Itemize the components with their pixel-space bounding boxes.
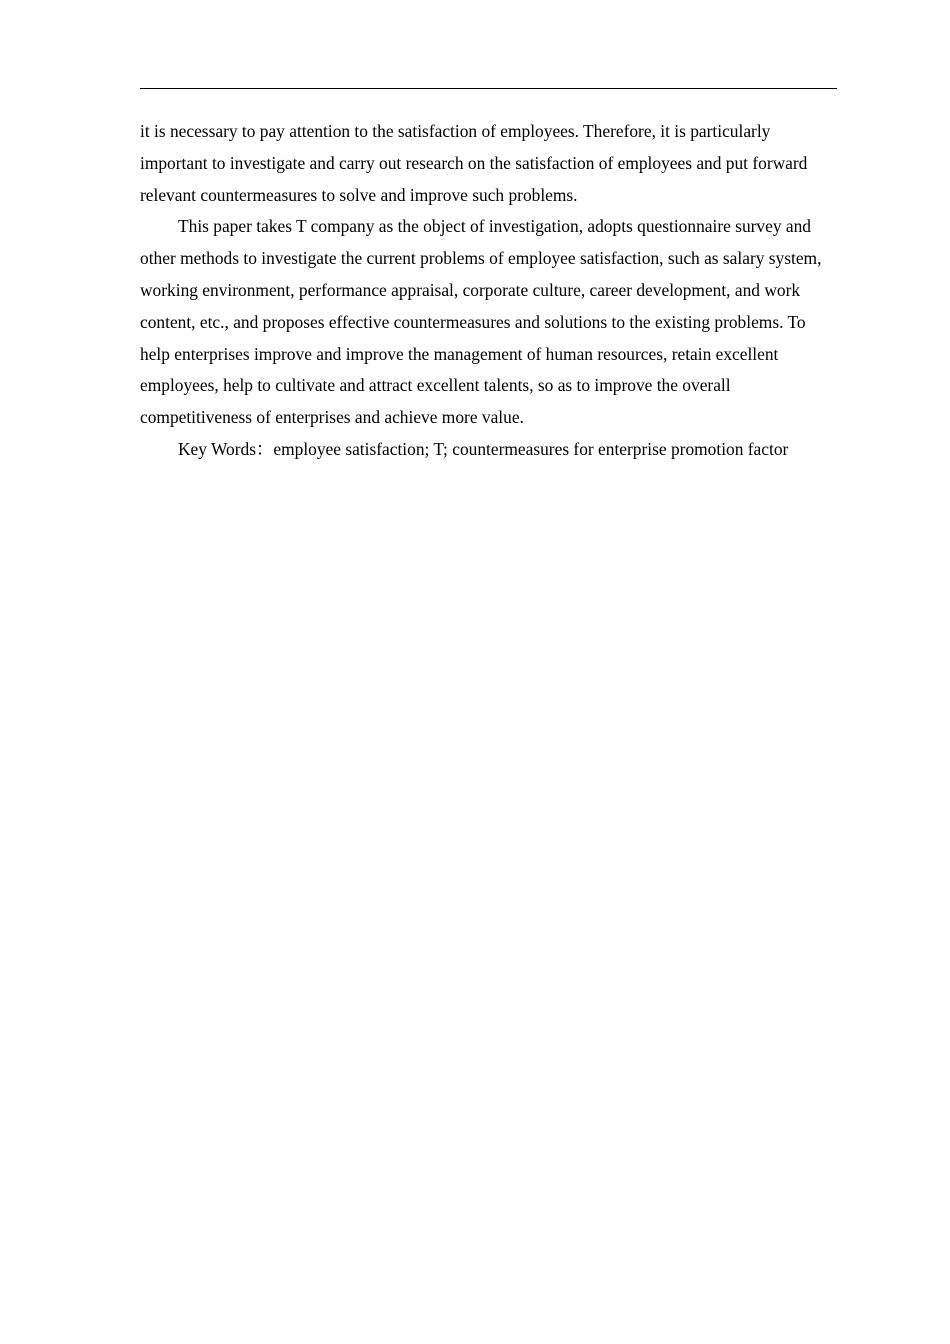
abstract-paragraph: This paper takes T company as the object of investigation, adopts questionnaire survey and other methods to investigate the current problems of employee satisfaction, such as salary system, working environment, performance appraisal, corporate culture, career development, and work content, etc., and proposes effective countermeasures and solutions to the existing problems. To help enterprises improve and improve the management of human resources, retain excellent employees, help to cultivate and attract excellent talents, so as to improve the overall competitiveness of enterprises and achieve more value. (140, 216, 822, 428)
document-body (140, 116, 837, 466)
header-rule (140, 88, 837, 89)
keywords-line (140, 434, 837, 466)
keywords-text: employee satisfaction; T; countermeasures for enterprise promotion factor (273, 438, 789, 459)
abstract-paragraph-continued: it is necessary to pay attention to the satisfaction of employees. Therefore, it is particularly important to investigate and carry out research on the satisfaction of employees and put forward relevant countermeasures to solve and improve such problems. (140, 121, 808, 205)
keywords-label: Key Words： (178, 438, 274, 459)
